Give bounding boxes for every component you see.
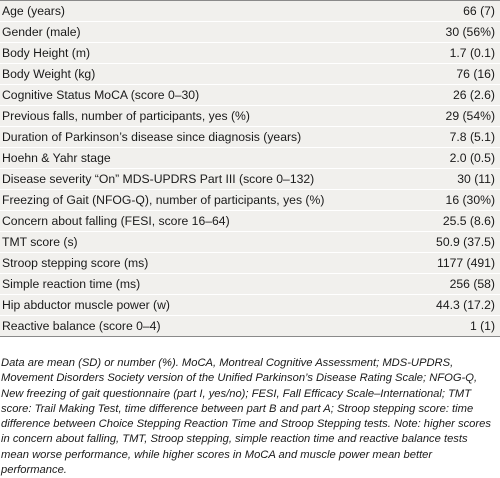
row-label: Cognitive Status MoCA (score 0–30) — [0, 85, 416, 106]
row-label: Body Weight (kg) — [0, 64, 416, 85]
table-row — [0, 316, 500, 337]
table-row — [0, 106, 500, 127]
row-label: Reactive balance (score 0–4) — [2, 319, 161, 333]
row-label: Body Height (m) — [0, 43, 416, 64]
row-label: Freezing of Gait (NFOG-Q), number of participants, yes (%) — [0, 190, 416, 211]
row-label: Disease severity “On” MDS-UPDRS Part III (score 0–132) — [0, 169, 416, 190]
table-footnote: Data are mean (SD) or number (%). MoCA, Montreal Cognitive Assessment; MDS-UPDRS, Movement Disorders Society version of the Unified Parkinson’s Disease Rating Scale; NFOG-Q, New freezing of gait questionnaire (part I, yes/no); FESI, Fall Efficacy Scale–International; TMT score: Trail Making Test, time difference between part B and part A; Stroop stepping score: time difference between Choice Stepping Reaction Time and Stroop Stepping tests. Note: higher scores in concern about falling, TMT, Stroop stepping, simple reaction time and reactive balance tests mean worse performance, while higher scores in MoCA and muscle power mean better performance. — [1, 357, 491, 477]
row-value: 29 (54%) — [416, 106, 500, 127]
table-row — [0, 148, 500, 169]
row-value: 25.5 (8.6) — [416, 211, 500, 232]
row-value: 1 (1) — [469, 319, 495, 333]
row-label: Duration of Parkinson’s disease since diagnosis (years) — [0, 127, 416, 148]
table-row — [0, 295, 500, 316]
row-value: 1177 (491) — [416, 253, 500, 274]
row-value: 44.3 (17.2) — [416, 295, 500, 316]
row-value: 66 (7) — [416, 1, 500, 22]
table-row — [0, 22, 500, 43]
row-value: 2.0 (0.5) — [416, 148, 500, 169]
table-row — [0, 232, 500, 253]
row-value: 16 (30%) — [416, 190, 500, 211]
row-label: Previous falls, number of participants, yes (%) — [0, 106, 416, 127]
row-value: 30 (56%) — [416, 22, 500, 43]
row-value: 30 (11) — [416, 169, 500, 190]
row-label: Hoehn & Yahr stage — [0, 148, 416, 169]
table-row — [0, 169, 500, 190]
table-row — [0, 190, 500, 211]
row-label: TMT score (s) — [0, 232, 416, 253]
row-label: Age (years) — [0, 1, 416, 22]
row-label: Stroop stepping score (ms) — [0, 253, 416, 274]
table-row — [0, 253, 500, 274]
row-value: 7.8 (5.1) — [416, 127, 500, 148]
table-row — [0, 127, 500, 148]
table-body — [0, 1, 500, 336]
table-row — [0, 64, 500, 85]
row-label: Simple reaction time (ms) — [0, 274, 416, 295]
row-value: 1.7 (0.1) — [416, 43, 500, 64]
row-value: 76 (16) — [416, 64, 500, 85]
row-value: 50.9 (37.5) — [416, 232, 500, 253]
row-label: Hip abductor muscle power (w) — [0, 295, 416, 316]
table-row — [0, 211, 500, 232]
row-value: 26 (2.6) — [416, 85, 500, 106]
table-row — [0, 1, 500, 22]
table-row — [0, 85, 500, 106]
row-label: Gender (male) — [0, 22, 416, 43]
data-table — [0, 1, 500, 336]
row-value: 256 (58) — [416, 274, 500, 295]
row-label: Concern about falling (FESI, score 16–64) — [0, 211, 416, 232]
table-row — [0, 43, 500, 64]
table-row — [0, 274, 500, 295]
